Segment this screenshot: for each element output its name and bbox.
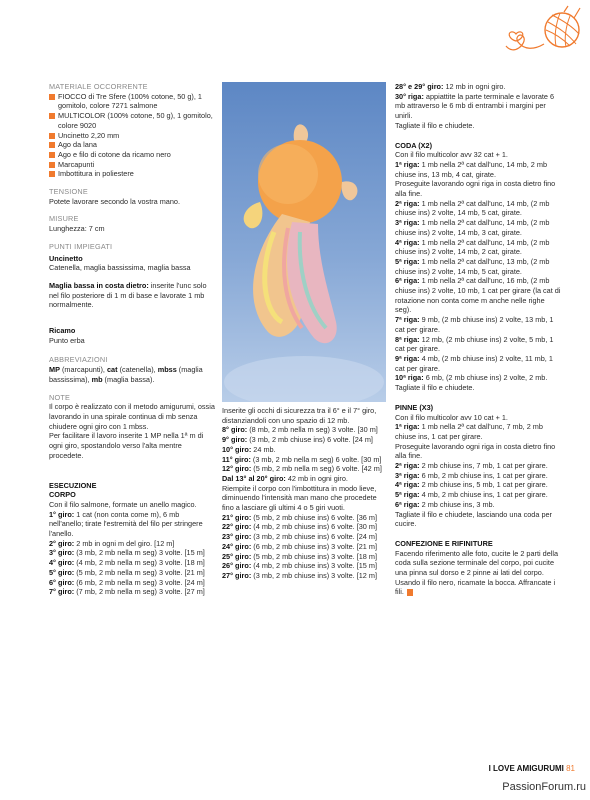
finish-para	[395, 578, 561, 597]
abbrev-term: mb	[91, 374, 103, 384]
body-intro: Con il filo salmone, formate un anello magico.	[49, 499, 197, 509]
materials-item: Ago da lana	[49, 140, 215, 150]
row-label: 4ª riga:	[395, 237, 420, 247]
finish-heading: CONFEZIONE E RIFINITURE	[395, 538, 493, 548]
row-text: (5 mb, 2 mb chiuse ins) 3 volte. [18 m]	[251, 551, 377, 561]
row-text: 9 mb, (2 mb chiuse ins) 2 volte, 13 mb, 1 cat per girare.	[395, 315, 554, 334]
row-text: 4 mb, 2 mb chiuse ins, 1 cat per girare.	[419, 490, 548, 500]
row-text: (4 mb, 2 mb nella m seg) 3 volte. [18 m]	[74, 558, 205, 568]
abbrev-term: MP	[49, 365, 60, 375]
pattern-row	[395, 480, 561, 490]
row-list	[395, 160, 561, 393]
row-label: 5ª riga:	[395, 256, 420, 266]
row-text: appiattite la parte terminale e lavorate 6 mb attraverso le 6 mb di entrambi i margini per unirli.	[395, 91, 555, 121]
row-text: (6 mb, 2 mb chiuse ins) 3 volte. [21 m]	[251, 541, 377, 551]
pattern-row	[395, 510, 561, 529]
row-label: 10° giro:	[222, 444, 252, 454]
row-text: (3 mb, 2 mb chiuse ins) 6 volte. [24 m]	[251, 532, 377, 542]
pattern-row	[222, 425, 386, 435]
finish-para: Facendo riferimento alle foto, cucite le 2 parti della coda sulla sezione terminale del corpo, poi cucite una pinna sul dorso e 2 pinne ai lati del corpo.	[395, 548, 559, 578]
pattern-row	[395, 373, 561, 392]
row-label: 2ª riga:	[395, 461, 420, 471]
abbrev-term: cat	[107, 365, 118, 375]
row-text: (8 mb, 2 mb nella m seg) 3 volte. [30 m]	[247, 425, 378, 435]
row-label: 8ª riga:	[395, 334, 420, 344]
pattern-row	[49, 539, 215, 549]
row-text: 2 mb chiuse ins, 5 mb, 1 cat per girare.	[419, 480, 548, 490]
pattern-row	[222, 561, 386, 571]
row-text: 1 mb nella 2ª cat dall'unc, 14 mb, (2 mb chiuse ins) 2 volte, 14 mb, 2 cat, girate.	[395, 237, 550, 257]
pattern-row	[395, 218, 561, 237]
column-middle	[222, 406, 386, 581]
fins-heading: PINNE (X3)	[395, 402, 434, 412]
abbrev-term: mbss	[157, 365, 177, 375]
materials-item: Ago e filo di cotone da ricamo nero	[49, 150, 215, 160]
tail-intro: Con il filo multicolor avv 32 cat + 1.	[395, 150, 508, 160]
page-number: 81	[566, 764, 575, 773]
stitch-title: Maglia bassa in costa dietro:	[49, 280, 149, 290]
execution-heading: ESECUZIONE	[49, 480, 97, 490]
pattern-row	[395, 500, 561, 510]
stitch-text: Punto erba	[49, 335, 85, 345]
pattern-row	[49, 510, 215, 539]
row-label: 2° giro:	[49, 538, 75, 548]
row-label: 30° riga:	[395, 91, 424, 101]
row-label: 9° giro:	[222, 435, 248, 445]
materials-item: Imbottitura in poliestere	[49, 169, 215, 179]
row-label: 10ª riga:	[395, 373, 424, 383]
row-list	[395, 82, 561, 121]
row-text: (6 mb, 2 mb nella m seg) 3 volte. [24 m]	[74, 577, 205, 587]
notes-heading: NOTE	[49, 392, 71, 402]
row-label: 22° giro:	[222, 522, 252, 532]
row-label: 26° giro:	[222, 561, 252, 571]
stitch-text: Catenella, maglia bassissima, maglia bassa	[49, 263, 191, 273]
pattern-row	[49, 568, 215, 578]
notes-para: Il corpo è realizzato con il metodo amigurumi, ossia lavorando in una spirale continua di mb senza chiudere ogni giro con 1 mbss.	[49, 402, 215, 431]
row-text: Proseguite lavorando ogni riga in costa dietro fino alla fine.	[395, 179, 556, 199]
pattern-row	[222, 522, 386, 532]
fins-intro: Con il filo multicolor avv 10 cat + 1.	[395, 412, 508, 422]
row-label: 6ª riga:	[395, 499, 420, 509]
row-label: 11° giro:	[222, 454, 251, 464]
measures-heading: MISURE	[49, 214, 79, 224]
amigurumi-fish-photo	[222, 82, 386, 402]
pattern-row	[395, 179, 561, 198]
row-label: 3ª riga:	[395, 218, 420, 228]
row-text: 6 mb, (2 mb chiuse ins) 2 volte, 2 mb. Tagliate il filo e chiudete.	[395, 373, 548, 393]
row-text: 1 mb nella 2ª cat dall'unc, 14 mb, (2 mb chiuse ins) 2 volte, 14 mb, 5 cat, girate.	[395, 198, 550, 218]
row-text: 2 mb chiuse ins, 3 mb.	[419, 499, 495, 509]
row-label: 25° giro:	[222, 551, 252, 561]
pattern-row	[395, 199, 561, 218]
page-footer	[489, 764, 575, 773]
pattern-row	[222, 474, 386, 484]
row-text: (5 mb, 2 mb nella m seg) 3 volte. [21 m]	[74, 567, 205, 577]
row-label: 7ª riga:	[395, 315, 420, 325]
pattern-row	[395, 82, 561, 92]
abbrev-def: (marcapunti),	[59, 365, 107, 375]
row-text: 1 mb nella 2ª cat dall'unc, 14 mb, (2 mb chiuse ins) 2 volte, 14 mb, 3 cat, girate.	[395, 218, 550, 237]
pattern-row	[222, 445, 386, 455]
watermark: PassionForum.ru	[502, 781, 586, 793]
row-text: (3 mb, 2 mb chiuse ins) 6 volte. [24 m]	[247, 435, 373, 445]
stitch-title: Ricamo	[49, 326, 76, 336]
row-text: 12 mb in ogni giro.	[443, 82, 506, 91]
row-label: 28° e 29° giro:	[395, 82, 444, 91]
abbrev-def: (catenella),	[117, 365, 158, 375]
row-list	[222, 513, 386, 581]
row-label: 5° giro:	[49, 567, 75, 577]
pattern-row	[395, 354, 561, 373]
row-list	[222, 425, 386, 483]
row-text: Tagliate il filo e chiudete, lasciando una coda per cucire.	[395, 509, 552, 529]
row-label: 7° giro:	[49, 587, 75, 597]
tail-heading: CODA (X2)	[395, 140, 433, 150]
stitch-title: Uncinetto	[49, 253, 83, 263]
row-list	[49, 510, 215, 597]
row-label: 4ª riga:	[395, 480, 420, 490]
pattern-row	[222, 571, 386, 581]
materials-item: Uncinetto 2,20 mm	[49, 131, 215, 141]
row-label: 6ª riga:	[395, 276, 420, 286]
pattern-row	[222, 455, 386, 465]
end-mark-icon	[407, 589, 413, 596]
row-text: 1 cat (non conta come m), 6 mb nell'anello; tirate l'estremità del filo per stringere l'anello.	[49, 509, 203, 539]
pattern-row	[395, 422, 561, 441]
pattern-row	[222, 542, 386, 552]
cut-instruction: Tagliate il filo e chiudete.	[395, 120, 475, 130]
pattern-row	[222, 464, 386, 474]
notes-para: Per facilitare il lavoro inserite 1 MP nella 1ª m di ogni giro, spostandolo verso l'alta mentre procedete.	[49, 431, 204, 460]
pattern-row	[49, 548, 215, 558]
row-label: 1ª riga:	[395, 422, 420, 432]
row-list	[395, 422, 561, 529]
body-heading: CORPO	[49, 490, 76, 500]
row-text: 2 mb chiuse ins, 7 mb, 1 cat per girare.	[419, 461, 548, 471]
row-text: (4 mb, 2 mb chiuse ins) 3 volte. [15 m]	[251, 561, 377, 571]
row-text: 6 mb, 2 mb chiuse ins, 1 cat per girare.	[419, 470, 548, 480]
abbrev-text	[49, 365, 215, 384]
pattern-row	[49, 558, 215, 568]
pattern-row	[395, 92, 561, 121]
row-text: (7 mb, 2 mb nella m seg) 3 volte. [27 m]	[74, 587, 205, 597]
row-label: 24° giro:	[222, 541, 252, 551]
pattern-row	[395, 257, 561, 276]
row-text: (4 mb, 2 mb chiuse ins) 6 volte. [30 m]	[251, 522, 377, 532]
pattern-row	[395, 471, 561, 481]
stitch-text: inserite l'unc solo nel filo posteriore di 1 m di base e lavorate 1 mb normalmente.	[49, 280, 207, 310]
row-text: 1 mb nella 2ª cat dall'unc, 13 mb, (2 mb chiuse ins) 2 volte, 14 mb, 5 cat, girate.	[395, 256, 550, 276]
magazine-name: I LOVE AMIGURUMI	[488, 764, 564, 773]
row-text: Proseguite lavorando ogni riga in costa dietro fino alla fine.	[395, 441, 556, 461]
row-label: 3ª riga:	[395, 470, 420, 480]
pattern-row	[395, 442, 561, 461]
column-left	[49, 82, 215, 597]
finish-text: Usando il filo nero, ricamate la bocca. Affrancate i fili.	[395, 577, 556, 597]
row-text: (3 mb, 2 mb nella m seg) 6 volte. [30 m]	[250, 454, 382, 464]
row-label: 3° giro:	[49, 548, 75, 558]
materials-item: Marcapunti	[49, 160, 215, 170]
row-label: 4° giro:	[49, 558, 75, 568]
abbrev-def: (maglia bassissima),	[49, 365, 203, 384]
row-text: 1 mb nella 2ª cat dall'unc, 14 mb, 2 mb chiuse ins, 13 mb, 4 cat, girate.	[395, 159, 548, 179]
pattern-row	[395, 490, 561, 500]
row-label: 8° giro:	[222, 425, 248, 435]
row-text: (5 mb, 2 mb chiuse ins) 6 volte. [36 m]	[251, 512, 377, 522]
stuffing-instructions: Riempite il corpo con l'imbottitura in modo lieve, diminuendo l'intensità man mano che procedete fino a lasciare gli ultimi 4 o 5 giri vuoti.	[222, 483, 377, 513]
row-label: 21° giro:	[222, 512, 252, 522]
materials-item: MULTICOLOR (100% cotone, 50 g), 1 gomitolo, colore 9020	[49, 111, 215, 130]
row-text: 42 mb in ogni giro.	[285, 473, 348, 483]
row-text: (3 mb, 2 mb chiuse ins) 3 volte. [12 m]	[251, 570, 377, 580]
row-text: 24 mb.	[251, 444, 276, 454]
pattern-row	[395, 461, 561, 471]
row-label: 2ª riga:	[395, 198, 420, 208]
pattern-row	[222, 435, 386, 445]
stitches-heading: PUNTI IMPIEGATI	[49, 241, 113, 251]
pattern-row	[49, 587, 215, 597]
row-text: (5 mb, 2 mb nella m seg) 6 volte. [42 m]	[251, 464, 382, 474]
row-text: 1 mb nella 2ª cat dall'unc, 16 mb, (2 mb chiuse ins) 2 volte, 10 mb, 1 cat per girare (la cat di rotazione non conta come m anche nelle righe seg).	[395, 276, 561, 315]
measures-text: Lunghezza: 7 cm	[49, 224, 105, 234]
eyes-instructions: Inserite gli occhi di sicurezza tra il 6° e il 7° giro, distanziandoli con uno spazio di 12 mb.	[222, 406, 377, 425]
pattern-row	[222, 532, 386, 542]
row-label: 12° giro:	[222, 464, 252, 474]
row-text: 1 mb nella 2ª cat dall'unc, 7 mb, 2 mb chiuse ins, 1 cat per girare.	[395, 422, 543, 441]
pattern-row	[395, 276, 561, 315]
yarn-ball-logo-icon	[504, 4, 584, 60]
row-label: 5ª riga:	[395, 490, 420, 500]
stitch-entry	[49, 281, 215, 310]
materials-heading: MATERIALE OCCORRENTE	[49, 82, 148, 91]
fish-illustration-icon	[222, 82, 386, 402]
column-right	[395, 82, 561, 597]
row-label: 23° giro:	[222, 532, 252, 542]
abbrev-heading: ABBREVIAZIONI	[49, 355, 108, 365]
pattern-row	[395, 315, 561, 334]
row-label: Dal 13° al 20° giro:	[222, 473, 286, 483]
tension-heading: TENSIONE	[49, 187, 88, 197]
pattern-row	[222, 513, 386, 523]
row-label: 27° giro:	[222, 570, 252, 580]
row-text: 2 mb in ogni m del giro. [12 m]	[74, 538, 175, 548]
row-label: 1ª riga:	[395, 159, 420, 169]
pattern-row	[222, 552, 386, 562]
tension-text: Potete lavorare secondo la vostra mano.	[49, 196, 181, 206]
pattern-row	[395, 238, 561, 257]
materials-item: FIOCCO di Tre Sfere (100% cotone, 50 g), 1 gomitolo, colore 7271 salmone	[49, 92, 215, 111]
row-label: 9ª riga:	[395, 353, 420, 363]
row-text: 4 mb, (2 mb chiuse ins) 2 volte, 11 mb, 1 cat per girare.	[395, 353, 553, 373]
row-text: 12 mb, (2 mb chiuse ins) 2 volte, 5 mb, 1 cat per girare.	[395, 334, 554, 354]
pattern-row	[395, 160, 561, 179]
abbrev-def: (maglia bassa).	[102, 374, 155, 384]
row-label: 6° giro:	[49, 577, 75, 587]
pattern-row	[395, 335, 561, 354]
pattern-row	[49, 578, 215, 588]
row-label: 1° giro:	[49, 509, 75, 519]
row-text: (3 mb, 2 mb nella m seg) 3 volte. [15 m]	[74, 548, 205, 558]
